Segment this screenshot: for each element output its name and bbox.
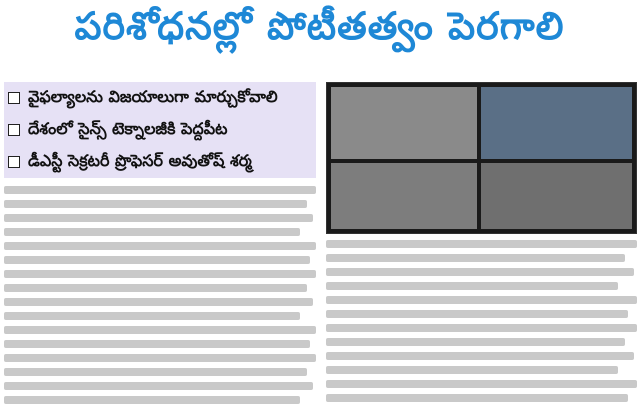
video-call-tile bbox=[481, 87, 632, 159]
text-line-placeholder bbox=[4, 186, 316, 194]
article-headline: పరిశోధనల్లో పోటీతత్వం పెరగాలి bbox=[74, 4, 565, 48]
article-body-left bbox=[4, 186, 316, 404]
subheading-text: దేశంలో సైన్స్ టెక్నాలజీకి పెద్దపీట bbox=[28, 118, 228, 138]
text-line-placeholder bbox=[4, 326, 316, 334]
video-call-tile bbox=[331, 163, 477, 229]
text-line-placeholder bbox=[326, 352, 634, 360]
checkbox-icon bbox=[8, 124, 20, 136]
video-call-tile bbox=[331, 87, 477, 159]
event-photo bbox=[326, 82, 637, 234]
text-line-placeholder bbox=[326, 366, 618, 374]
subheading-text: డీఎస్టీ సెక్రటరీ ప్రొఫెసర్ అవుతోష్ శర్మ bbox=[28, 150, 252, 170]
checkbox-icon bbox=[8, 92, 20, 104]
subheading-item bbox=[4, 114, 316, 146]
text-line-placeholder bbox=[4, 382, 313, 390]
text-line-placeholder bbox=[326, 380, 637, 388]
text-line-placeholder bbox=[326, 296, 637, 304]
text-line-placeholder bbox=[4, 214, 313, 222]
text-line-placeholder bbox=[4, 242, 316, 250]
text-line-placeholder bbox=[326, 338, 625, 346]
text-line-placeholder bbox=[326, 282, 618, 290]
checkbox-icon bbox=[8, 156, 20, 168]
subheading-text: వైఫల్యాలను విజయాలుగా మార్చుకోవాలి bbox=[28, 86, 278, 106]
text-line-placeholder bbox=[326, 268, 634, 276]
text-line-placeholder bbox=[4, 284, 307, 292]
text-line-placeholder bbox=[4, 298, 313, 306]
text-line-placeholder bbox=[4, 228, 300, 236]
text-line-placeholder bbox=[4, 312, 300, 320]
subheading-item bbox=[4, 146, 316, 178]
text-line-placeholder bbox=[326, 310, 628, 318]
subheading-box bbox=[4, 82, 316, 178]
video-call-tile bbox=[481, 163, 632, 229]
text-line-placeholder bbox=[4, 270, 316, 278]
text-line-placeholder bbox=[4, 354, 316, 362]
text-line-placeholder bbox=[4, 340, 310, 348]
text-line-placeholder bbox=[326, 240, 637, 248]
text-line-placeholder bbox=[4, 368, 307, 376]
text-line-placeholder bbox=[4, 256, 310, 264]
text-line-placeholder bbox=[4, 200, 307, 208]
text-line-placeholder bbox=[326, 324, 637, 332]
article-body-right bbox=[326, 240, 637, 402]
text-line-placeholder bbox=[326, 254, 625, 262]
text-line-placeholder bbox=[326, 394, 628, 402]
subheading-item bbox=[4, 82, 316, 114]
text-line-placeholder bbox=[4, 396, 300, 404]
